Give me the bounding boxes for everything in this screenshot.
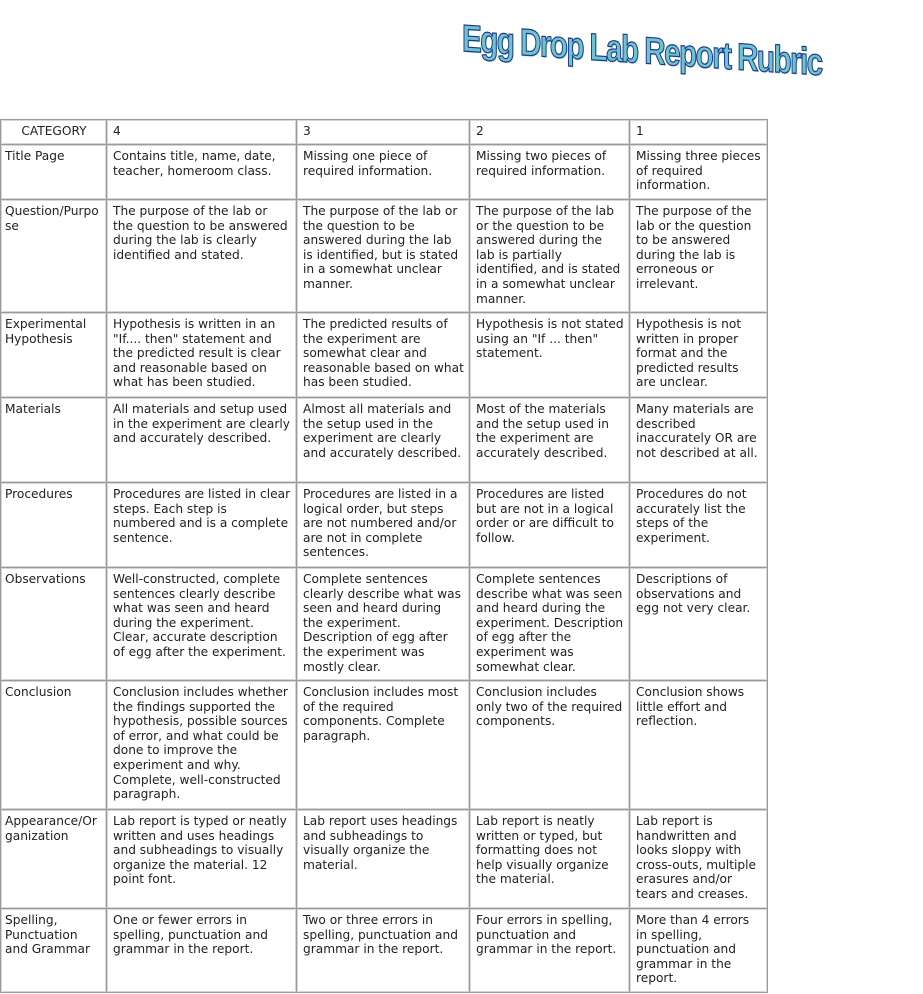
cell-score-1: More than 4 errors in spelling, punctuation and grammar in the report.: [629, 909, 768, 993]
cell-score-4: All materials and setup used in the experiment are clearly and accurately described.: [106, 398, 296, 483]
table-row: [0, 483, 768, 568]
row-category: Conclusion: [0, 681, 106, 810]
cell-score-1: Descriptions of observations and egg not very clear.: [629, 568, 768, 681]
header-score-1: 1: [629, 119, 768, 145]
cell-score-2: Conclusion includes only two of the required components.: [469, 681, 629, 810]
cell-score-3: Conclusion includes most of the required components. Complete paragraph.: [296, 681, 469, 810]
header-score-2: 2: [469, 119, 629, 145]
rubric-title: Egg Drop Lab Report Rubric: [462, 18, 822, 85]
table-row: [0, 568, 768, 681]
cell-score-3: Procedures are listed in a logical order, but steps are not numbered and/or are not in complete sentences.: [296, 483, 469, 568]
header-row: [0, 119, 768, 145]
row-category: Materials: [0, 398, 106, 483]
cell-score-1: Lab report is handwritten and looks sloppy with cross-outs, multiple erasures and/or tears and creases.: [629, 810, 768, 909]
table-row: [0, 681, 768, 810]
table-row: [0, 200, 768, 313]
header-category: CATEGORY: [0, 119, 106, 145]
cell-score-1: Many materials are described inaccurately OR are not described at all.: [629, 398, 768, 483]
cell-score-4: One or fewer errors in spelling, punctuation and grammar in the report.: [106, 909, 296, 993]
row-category: Question/Purpose: [0, 200, 106, 313]
cell-score-3: Almost all materials and the setup used in the experiment are clearly and accurately described.: [296, 398, 469, 483]
cell-score-2: The purpose of the lab or the question to be answered during the lab is partially identified, and is stated in a somewhat unclear manner.: [469, 200, 629, 313]
cell-score-4: Conclusion includes whether the findings supported the hypothesis, possible sources of error, and what could be done to improve the experiment and why. Complete, well-constructed paragraph.: [106, 681, 296, 810]
rubric-table: [0, 119, 768, 993]
cell-score-4: Hypothesis is written in an "If.... then" statement and the predicted result is clear and reasonable based on what has been studied.: [106, 313, 296, 398]
cell-score-1: The purpose of the lab or the question to be answered during the lab is erroneous or irrelevant.: [629, 200, 768, 313]
cell-score-3: Two or three errors in spelling, punctuation and grammar in the report.: [296, 909, 469, 993]
cell-score-2: Hypothesis is not stated using an "If ... then" statement.: [469, 313, 629, 398]
cell-score-3: Lab report uses headings and subheadings to visually organize the material.: [296, 810, 469, 909]
cell-score-2: Procedures are listed but are not in a logical order or are difficult to follow.: [469, 483, 629, 568]
row-category: Title Page: [0, 145, 106, 200]
table-row: [0, 398, 768, 483]
cell-score-4: The purpose of the lab or the question to be answered during the lab is clearly identified and stated.: [106, 200, 296, 313]
table-row: [0, 810, 768, 909]
row-category: Experimental Hypothesis: [0, 313, 106, 398]
row-category: Spelling, Punctuation and Grammar: [0, 909, 106, 993]
cell-score-3: Missing one piece of required information.: [296, 145, 469, 200]
row-category: Appearance/Organization: [0, 810, 106, 909]
rubric-title-logo: [462, 18, 822, 98]
cell-score-1: Missing three pieces of required information.: [629, 145, 768, 200]
cell-score-4: Contains title, name, date, teacher, homeroom class.: [106, 145, 296, 200]
cell-score-4: Procedures are listed in clear steps. Each step is numbered and is a complete sentence.: [106, 483, 296, 568]
table-row: [0, 313, 768, 398]
table-row: [0, 145, 768, 200]
header-score-4: 4: [106, 119, 296, 145]
cell-score-3: The predicted results of the experiment are somewhat clear and reasonable based on what has been studied.: [296, 313, 469, 398]
cell-score-3: Complete sentences clearly describe what was seen and heard during the experiment. Description of egg after the experiment was mostly clear.: [296, 568, 469, 681]
cell-score-4: Well-constructed, complete sentences clearly describe what was seen and heard during the experiment. Clear, accurate description of egg after the experiment.: [106, 568, 296, 681]
cell-score-2: Lab report is neatly written or typed, but formatting does not help visually organize the material.: [469, 810, 629, 909]
row-category: Observations: [0, 568, 106, 681]
header-score-3: 3: [296, 119, 469, 145]
cell-score-2: Missing two pieces of required information.: [469, 145, 629, 200]
cell-score-3: The purpose of the lab or the question to be answered during the lab is identified, but is stated in a somewhat unclear manner.: [296, 200, 469, 313]
cell-score-2: Complete sentences describe what was seen and heard during the experiment. Description of egg after the experiment was somewhat clear.: [469, 568, 629, 681]
row-category: Procedures: [0, 483, 106, 568]
cell-score-1: Procedures do not accurately list the steps of the experiment.: [629, 483, 768, 568]
cell-score-4: Lab report is typed or neatly written and uses headings and subheadings to visually organize the material. 12 point font.: [106, 810, 296, 909]
cell-score-1: Hypothesis is not written in proper format and the predicted results are unclear.: [629, 313, 768, 398]
cell-score-1: Conclusion shows little effort and reflection.: [629, 681, 768, 810]
cell-score-2: Four errors in spelling, punctuation and grammar in the report.: [469, 909, 629, 993]
cell-score-2: Most of the materials and the setup used in the experiment are accurately described.: [469, 398, 629, 483]
table-row: [0, 909, 768, 993]
